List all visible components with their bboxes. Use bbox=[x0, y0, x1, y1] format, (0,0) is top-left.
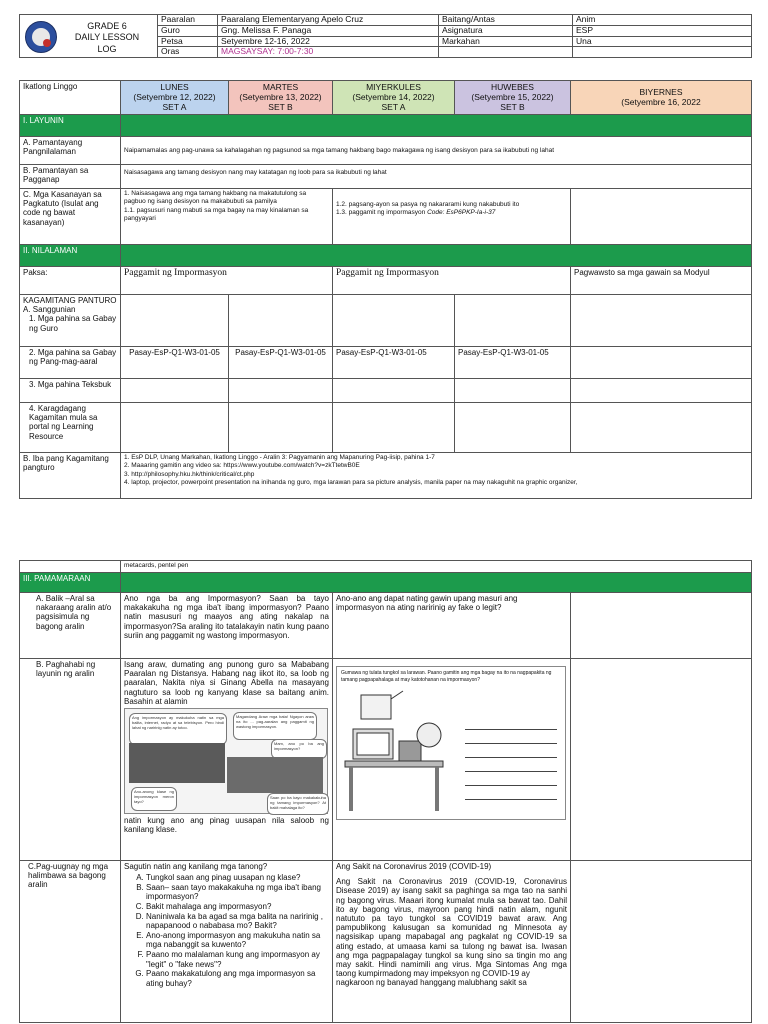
empty-cell bbox=[571, 189, 752, 245]
empty-cell bbox=[571, 347, 752, 379]
section-bar bbox=[121, 573, 752, 593]
questions-list bbox=[124, 873, 329, 988]
speech-bubble: Magandang Araw mga bata! Ngayon araw na ito ... pag-aaralan ang paggamit ng wastong impormasyon. bbox=[233, 712, 317, 740]
section-pamamaraan: III. PAMAMARAAN bbox=[20, 573, 121, 593]
paksa-miy-huw: Paggamit ng Impormasyon bbox=[333, 267, 571, 295]
teksbuk-label: 3. Mga pahina Teksbuk bbox=[20, 379, 121, 403]
value-paaralan: Paaralang Elementaryang Apelo Cruz bbox=[218, 15, 439, 26]
day-set: SET A bbox=[381, 102, 406, 113]
iba-pang-kagamitan-label: B. Iba pang Kagamitang pangturo bbox=[20, 453, 121, 499]
lesson-plan-table-continued bbox=[19, 560, 752, 1023]
question-item: C. Bakit mahalaga ang impormasyon? bbox=[146, 902, 329, 912]
day-name: MIYERKULES bbox=[366, 82, 421, 92]
information-objects-image bbox=[336, 666, 566, 820]
kasanayan-code: Code: EsP6PKP-Ia-i-37 bbox=[427, 209, 496, 217]
empty-cell bbox=[571, 861, 752, 1023]
empty-cell bbox=[573, 47, 752, 58]
empty-cell bbox=[229, 403, 333, 453]
section-bar bbox=[121, 245, 752, 267]
answer-line bbox=[465, 771, 557, 772]
answer-line bbox=[465, 785, 557, 786]
empty-cell bbox=[121, 403, 229, 453]
section-bar bbox=[121, 115, 752, 137]
day-date: (Setyembre 13, 2022) bbox=[239, 92, 322, 103]
day-biyernes bbox=[571, 81, 752, 115]
karagdagang-kagamitan-label: 4. Karagdagang Kagamitan mula sa portal ng Learning Resource bbox=[20, 403, 121, 453]
gabay-guro-label: 1. Mga pahina sa Gabay ng Guro bbox=[29, 314, 117, 333]
pamantayan-pagganap-text: Naisasagawa ang tamang desisyon nang may katatagan ng loob para sa ikabubuti ng lahat bbox=[121, 165, 752, 189]
value-oras: MAGSAYSAY: 7:00-7:30 bbox=[218, 47, 439, 58]
kagamitan-line: 3. http://philosophy.hku.hk/think/critical/ct.php bbox=[124, 470, 255, 478]
week-label: Ikatlong Linggo bbox=[20, 81, 121, 115]
empty-cell bbox=[455, 403, 571, 453]
kasanayan-text-left bbox=[121, 189, 333, 245]
article-title: Ang Sakit na Coronavirus 2019 (COVID-19) bbox=[336, 862, 492, 871]
question-item: E. Ano-anong impormasyon ang makukuha natin sa mga nabanggit sa kuwento? bbox=[146, 931, 329, 950]
ref-lunes: Pasay-EsP-Q1-W3-01-05 bbox=[121, 347, 229, 379]
paksa-label: Paksa: bbox=[20, 267, 121, 295]
article-body: Ang Sakit na Coronavirus 2019 (COVID-19, Coronavirus Disease 2019) ay isang sakit sa paghinga sa mga tao na sanhi ng bagong virus. Maaari itong kumalat mula sa bawat tao. Dahil ito ay bagong virus, mayroon pang hindi natin alam, ngunit natututo pa tayo tungkol sa COVID19 bawat araw. Ang pampublikong kalusugan sa komunidad ng Minnesota ay nagsisikap upang mapabagal ang pagkalat ng COVID-19 sa ating estado, at umaasa kami sa tulong ng bawat isa. Iwasan ang mga pagpapalagay tungkol sa kung sino sa tingin mo ang may sakit. Hindi namimili ang virus. Mga Sintomas Ang mga taong kumpirmadong may impeksyon ng COVID-19 ay bbox=[336, 877, 567, 979]
pamantayang-pangnilalaman-text: Naipamamalas ang pag-unawa sa kahalagahan ng pagsunod sa mga tamang hakbang bago makagawa ng isang desisyon para sa ikabubuti ng lahat bbox=[121, 137, 752, 165]
activity-instruction: Gumawa ng tulata tungkol sa larawan. Paano gamitin ang mga bagay na ito na nagpapakita ng tamang pagpapahalaga at may katotohanan na impormasyon? bbox=[341, 670, 552, 683]
question-item: D. Naniniwala ka ba agad sa mga balita na naririnig , napapanood o nababasa mo? Bakit? bbox=[146, 912, 329, 931]
day-date: (Setyembre 15, 2022) bbox=[471, 92, 554, 103]
label-markahan: Markahan bbox=[439, 36, 573, 47]
questions-intro: Sagutin natin ang kanilang mga tanong? bbox=[124, 862, 268, 871]
day-set: SET A bbox=[162, 102, 187, 113]
balik-aral-text: Ano nga ba ang Impormasyon? Saan ba tayo makakakuha ng mga iba't ibang impormasyon? Paano natin masusuri ng maayos ang ating nakalap na impormasyon?Sa araling ito tatalakayin natin kung paano suriin ang paggamit ng wastong impormasyon. bbox=[121, 593, 333, 659]
question-item: A. Tungkol saan ang pinag uusapan ng klase? bbox=[146, 873, 329, 883]
day-set: SET B bbox=[500, 102, 525, 113]
day-date: (Setyembre 16, 2022 bbox=[621, 97, 701, 108]
speech-bubble: Ano-anong klase ng impormasyon meron tayo? bbox=[131, 787, 177, 811]
paghahabi-label: B. Paghahabi ng layunin ng aralin bbox=[20, 659, 121, 861]
label-guro: Guro bbox=[158, 25, 218, 36]
dll-line: DAILY LESSON bbox=[74, 32, 140, 43]
classroom-photo bbox=[227, 757, 323, 793]
question-item: G. Paano makakatulong ang mga impormasyon sa ating buhay? bbox=[146, 969, 329, 988]
day-lunes bbox=[121, 81, 229, 115]
empty-cell bbox=[333, 379, 455, 403]
value-petsa: Setyembre 12-16, 2022 bbox=[218, 36, 439, 47]
kasanayan-label: C. Mga Kasanayan sa Pagkatuto (Isulat ang code ng bawat kasanayan) bbox=[20, 189, 121, 245]
sanggunian-label: A. Sanggunian bbox=[23, 305, 76, 315]
empty-cell bbox=[571, 593, 752, 659]
kasanayan-item: 1.2. pagsang-ayon sa pasya ng nakararami kung nakabubuti ito bbox=[336, 201, 520, 208]
paksa-lunes-martes: Paggamit ng Impormasyon bbox=[121, 267, 333, 295]
iba-pang-kagamitan-text bbox=[121, 453, 752, 499]
paghahabi-text bbox=[121, 659, 333, 861]
answer-line bbox=[465, 729, 557, 730]
speech-bubble: Mam, ano po ba ang impormasyon? bbox=[271, 739, 327, 759]
paghahabi-story: Isang araw, dumating ang punong guro sa Mababang Paaralan ng Distansya. Habang nag iikot ito, sa loob ng paaralan, Nakita niya si Ginang Abella na masayang nagtuturo sa loob ng kanyang klase sa baitang anim. Basahin at alamin bbox=[124, 660, 329, 706]
empty-cell bbox=[571, 379, 752, 403]
pamantayang-pangnilalaman-label: A. Pamantayang Pangnilalaman bbox=[20, 137, 121, 165]
deped-seal-icon bbox=[25, 21, 57, 53]
day-set: SET B bbox=[268, 102, 293, 113]
ref-martes: Pasay-EsP-Q1-W3-01-05 bbox=[229, 347, 333, 379]
paghahabi-story-cont: natin kung ano ang pinag uusapan nila saloob ng kanilang klase. bbox=[124, 815, 329, 835]
gabay-mag-aaral-label: 2. Mga pahina sa Gabay ng Pang-mag-aaral bbox=[20, 347, 121, 379]
empty-cell bbox=[20, 561, 121, 573]
speech-bubble: Saan po ba kayo makakakuha ng tamang impormasyon? At bakit mahalaga ito? bbox=[267, 793, 329, 815]
kasanayan-text: 1.3. paggamit ng impormasyon bbox=[336, 209, 426, 217]
day-name: MARTES bbox=[262, 82, 299, 92]
day-date: (Setyembre 12, 2022) bbox=[133, 92, 216, 103]
kagamitan-title: KAGAMITANG PANTURO bbox=[23, 296, 117, 305]
section-nilalaman: II. NILALAMAN bbox=[20, 245, 121, 267]
kagamitan-label bbox=[20, 295, 121, 347]
day-huwebes bbox=[455, 81, 571, 115]
empty-cell bbox=[121, 379, 229, 403]
day-martes bbox=[229, 81, 333, 115]
kagamitan-line: 2. Maaaring gamitin ang video sa: https://www.youtube.com/watch?v=zkTtetwB0E bbox=[124, 462, 360, 470]
day-date: (Setyembre 14, 2022) bbox=[352, 92, 435, 103]
day-name: BIYERNES bbox=[639, 87, 683, 97]
empty-cell bbox=[229, 379, 333, 403]
ref-huwebes: Pasay-EsP-Q1-W3-01-05 bbox=[455, 347, 571, 379]
ref-miyerkules: Pasay-EsP-Q1-W3-01-05 bbox=[333, 347, 455, 379]
kagamitan-line: 4. laptop, projector, powerpoint presentation na inihanda ng guro, mga larawan para sa picture analysis, manila paper na may nakaguhit na graphic organizer, bbox=[124, 479, 578, 487]
classroom-photo bbox=[129, 743, 225, 783]
covid-article bbox=[333, 861, 571, 1023]
pag-uugnay-questions bbox=[121, 861, 333, 1023]
label-baitang: Baitang/Antas bbox=[439, 15, 573, 26]
empty-cell bbox=[121, 295, 229, 347]
balik-aral-label: A. Balik –Aral sa nakaraang aralin at/o pagsisimula ng bagong aralin bbox=[20, 593, 121, 659]
empty-cell bbox=[571, 403, 752, 453]
dll-header-table bbox=[19, 14, 752, 58]
empty-cell bbox=[229, 295, 333, 347]
empty-cell bbox=[571, 659, 752, 861]
paghahabi-activity bbox=[333, 659, 571, 861]
computer-desk-icon bbox=[343, 689, 447, 815]
value-baitang: Anim bbox=[573, 15, 752, 26]
value-asignatura: ESP bbox=[573, 25, 752, 36]
day-name: LUNES bbox=[160, 82, 189, 92]
answer-line bbox=[465, 743, 557, 744]
value-markahan: Una bbox=[573, 36, 752, 47]
answer-line bbox=[465, 799, 557, 800]
empty-cell bbox=[571, 295, 752, 347]
kasanayan-item: 1. Naisasagawa ang mga tamang hakbang na makatutulong sa pagbuo ng isang desisyon na makabubuti sa pamilya bbox=[124, 190, 307, 206]
empty-cell bbox=[455, 379, 571, 403]
grade-title bbox=[62, 21, 152, 55]
question-item: B. Saan– saan tayo makakakuha ng mga iba't ibang impormasyon? bbox=[146, 883, 329, 902]
logo-cell bbox=[20, 15, 158, 58]
kagamitan-continued: metacards, pentel pen bbox=[121, 561, 752, 573]
speech-bubble: Ang impormasyon ay makukuha natin sa mga balita, internet, radyo at sa telebisyon. Pero hindi lahat ng naririnig natin ay totoo. bbox=[129, 713, 227, 745]
lesson-plan-table bbox=[19, 80, 752, 499]
empty-cell bbox=[333, 403, 455, 453]
classroom-comic-image bbox=[124, 708, 328, 814]
empty-cell bbox=[333, 295, 455, 347]
balik-aral-question: Ano-ano ang dapat nating gawin upang masuri ang impormasyon na ating naririnig ay fake o legit? bbox=[333, 593, 571, 659]
value-guro: Gng. Melissa F. Panaga bbox=[218, 25, 439, 36]
article-body-cont: nagkaroon ng banayad hanggang malubhang sakit sa bbox=[336, 978, 527, 988]
kasanayan-item: 1.1. pagsusuri nang mabuti sa mga bagay na may kinalaman sa pangyayari bbox=[124, 206, 309, 223]
empty-cell bbox=[439, 47, 573, 58]
label-oras: Oras bbox=[158, 47, 218, 58]
empty-cell bbox=[455, 295, 571, 347]
grade-line: GRADE 6 bbox=[87, 21, 127, 31]
label-asignatura: Asignatura bbox=[439, 25, 573, 36]
label-paaralan: Paaralan bbox=[158, 15, 218, 26]
kasanayan-text-right bbox=[333, 189, 571, 245]
paksa-biyernes: Pagwawsto sa mga gawain sa Modyul bbox=[571, 267, 752, 295]
answer-line bbox=[465, 757, 557, 758]
kagamitan-line: 1. EsP DLP, Unang Markahan, Ikatlong Linggo - Aralin 3: Pagyamanin ang Mapanuring Pag-iisip, pahina 1-7 bbox=[124, 454, 435, 461]
label-petsa: Petsa bbox=[158, 36, 218, 47]
day-name: HUWEBES bbox=[491, 82, 534, 92]
day-miyerkules bbox=[333, 81, 455, 115]
log-line: LOG bbox=[97, 43, 117, 54]
pamantayan-pagganap-label: B. Pamantayan sa Pagganap bbox=[20, 165, 121, 189]
question-item: F. Paano mo malalaman kung ang impormasyon ay "legit" o "fake news"? bbox=[146, 950, 329, 969]
section-layunin: I. LAYUNIN bbox=[20, 115, 121, 137]
pag-uugnay-label: C.Pag-uugnay ng mga halimbawa sa bagong aralin bbox=[20, 861, 121, 1023]
kasanayan-item bbox=[336, 209, 567, 217]
